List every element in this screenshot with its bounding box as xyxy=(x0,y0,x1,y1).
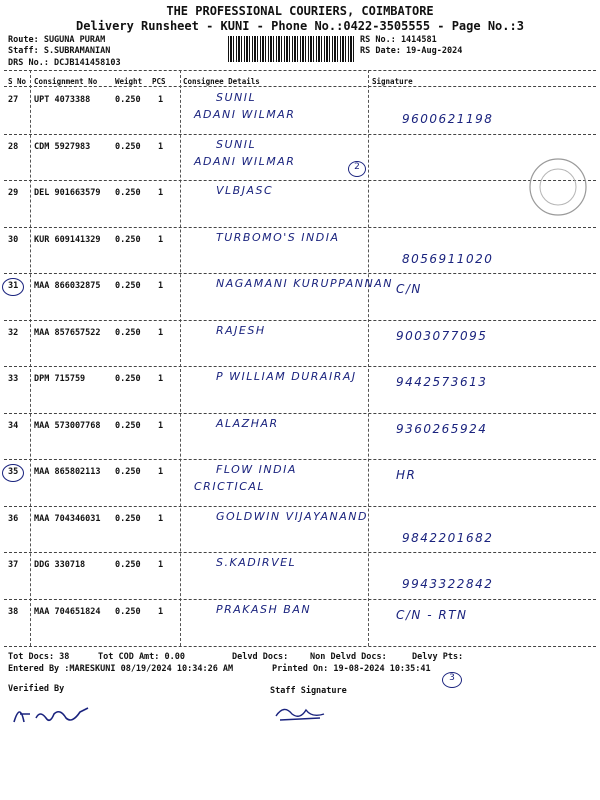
row-sno: 35 xyxy=(8,467,19,477)
drs-number: DRS No.: DCJB141458103 xyxy=(8,58,121,68)
table-row xyxy=(4,88,596,134)
weight-value: 0.250 xyxy=(115,513,141,524)
pcs-value: 1 xyxy=(158,141,164,152)
company-stamp xyxy=(527,156,589,218)
weight-value: 0.250 xyxy=(115,188,141,198)
weight-value: 0.250 xyxy=(115,95,141,105)
signature-phone: 9842201682 xyxy=(402,530,494,545)
consignee-name: P WILLIAM DURAIRAJ xyxy=(216,370,357,383)
route-label: Route: SUGUNA PURAM xyxy=(8,35,106,45)
rs-date: RS Date: 19-Aug-2024 xyxy=(360,46,463,56)
staff-signature xyxy=(272,702,328,724)
entered-by: Entered By :MARESKUNI 08/19/2024 10:34:26 AM xyxy=(8,664,234,674)
signature-text: HR xyxy=(396,468,417,482)
consignment-number: MAA 704651824 xyxy=(34,606,101,617)
col-sno: S No xyxy=(8,77,27,86)
consignee-name: VLBJASC xyxy=(216,184,274,197)
consignee-name: NAGAMANI KURUPPANNAN xyxy=(216,277,394,290)
consignee-company: ADANI WILMAR xyxy=(194,108,296,121)
pcs-value: 1 xyxy=(158,467,164,477)
consignee-name: SUNIL xyxy=(216,91,257,104)
row-sno: 30 xyxy=(8,234,19,245)
weight-value: 0.250 xyxy=(115,606,141,617)
pcs-value: 1 xyxy=(158,374,164,384)
consignment-number: MAA 573007768 xyxy=(34,420,101,431)
table-row xyxy=(4,181,596,227)
col-signature: Signature xyxy=(372,77,413,86)
col-pcs: PCS xyxy=(152,77,166,86)
consignment-number: CDM 5927983 xyxy=(34,141,91,152)
consignee-company: CRICTICAL xyxy=(194,480,266,493)
col-weight: Weight xyxy=(115,77,143,86)
col-consignee: Consignee Details xyxy=(183,77,260,86)
row-sno: 37 xyxy=(8,560,19,570)
delivered-docs: Delvd Docs: xyxy=(232,652,289,662)
pcs-value: 1 xyxy=(158,327,164,338)
row-sno: 27 xyxy=(8,95,19,105)
consignment-number: DDG 330718 xyxy=(34,560,86,570)
pcs-value: 1 xyxy=(158,606,164,617)
row-sno: 38 xyxy=(8,606,19,617)
total-docs: Tot Docs: 38 xyxy=(8,652,70,662)
consignment-number: DPM 715759 xyxy=(34,374,86,384)
table-row xyxy=(4,553,596,599)
company-title: THE PROFESSIONAL COURIERS, COIMBATORE xyxy=(166,4,434,18)
consignment-number: MAA 865802113 xyxy=(34,467,101,477)
signature-text: 9003077095 xyxy=(396,328,488,343)
table-row xyxy=(4,460,596,506)
consignee-name: GOLDWIN VIJAYANAND xyxy=(216,509,369,523)
pcs-value: 1 xyxy=(158,513,164,524)
signature-text: 9442573613 xyxy=(396,375,488,389)
row-number-circle xyxy=(2,278,24,296)
row28-circle-mark: 2 xyxy=(348,161,366,177)
table-row xyxy=(4,414,596,460)
consignee-name: S.KADIRVEL xyxy=(216,556,297,569)
weight-value: 0.250 xyxy=(115,234,141,245)
consignee-name: TURBOMO'S INDIA xyxy=(216,230,340,244)
consignment-number: MAA 704346031 xyxy=(34,513,101,524)
rs-number: RS No.: 1414581 xyxy=(360,35,437,45)
divider xyxy=(4,646,596,647)
consignee-company: ADANI WILMAR xyxy=(194,154,296,168)
divider xyxy=(4,70,596,71)
total-cod: Tot COD Amt: 0.00 xyxy=(98,652,185,662)
pcs-value: 1 xyxy=(158,234,164,245)
table-row xyxy=(4,507,596,553)
runsheet-subtitle: Delivery Runsheet - KUNI - Phone No.:0422-3505555 - Page No.:3 xyxy=(76,19,524,33)
consignee-name: ALAZHAR xyxy=(216,416,279,430)
row-sno: 28 xyxy=(8,141,19,152)
divider xyxy=(4,86,596,87)
signature-text: 9360265924 xyxy=(396,421,488,436)
non-delivered-docs: Non Delvd Docs: xyxy=(310,652,387,662)
row-sno: 34 xyxy=(8,420,19,431)
consignment-number: MAA 857657522 xyxy=(34,327,101,338)
consignee-name: PRAKASH BAN xyxy=(216,602,312,616)
consignment-number: DEL 901663579 xyxy=(34,188,101,198)
weight-value: 0.250 xyxy=(115,327,141,338)
verifier-signature xyxy=(10,696,92,730)
signature-text: C/N xyxy=(396,282,422,296)
table-row xyxy=(4,228,596,274)
weight-value: 0.250 xyxy=(115,467,141,477)
table-row xyxy=(4,367,596,413)
weight-value: 0.250 xyxy=(115,374,141,384)
row-number-circle xyxy=(2,464,24,482)
row-sno: 36 xyxy=(8,513,19,524)
table-row xyxy=(4,321,596,367)
pcs-value: 1 xyxy=(158,281,164,291)
staff-label: Staff: S.SUBRAMANIAN xyxy=(8,46,111,56)
pcs-value: 1 xyxy=(158,188,164,198)
signature-text: C/N - RTN xyxy=(396,607,468,622)
pcs-value: 1 xyxy=(158,420,164,431)
row-sno: 33 xyxy=(8,374,19,384)
signature-phone: 9600621198 xyxy=(402,112,494,126)
col-consignment: Consignment No xyxy=(34,77,98,86)
page-circle: 3 xyxy=(442,672,462,688)
consignee-name: RAJESH xyxy=(216,323,266,337)
weight-value: 0.250 xyxy=(115,420,141,431)
pcs-value: 1 xyxy=(158,560,164,570)
verified-by-label: Verified By xyxy=(8,684,65,694)
consignee-name: FLOW INDIA xyxy=(216,463,297,476)
printed-on: Printed On: 19-08-2024 10:35:41 xyxy=(272,664,431,674)
row-sno: 31 xyxy=(8,281,19,291)
consignment-number: UPT 4073388 xyxy=(34,95,91,105)
signature-phone: 9943322842 xyxy=(402,577,494,591)
consignee-name: SUNIL xyxy=(216,137,257,151)
delivery-points: Delvy Pts: xyxy=(412,652,464,662)
barcode-image xyxy=(228,36,354,62)
staff-signature-label: Staff Signature xyxy=(270,686,347,696)
table-row xyxy=(4,274,596,320)
consignment-number: MAA 866032875 xyxy=(34,281,101,291)
table-row xyxy=(4,135,596,181)
row-sno: 29 xyxy=(8,188,19,198)
weight-value: 0.250 xyxy=(115,281,141,291)
table-row xyxy=(4,600,596,646)
consignment-number: KUR 609141329 xyxy=(34,234,101,245)
signature-phone: 8056911020 xyxy=(402,251,494,266)
row-sno: 32 xyxy=(8,327,19,338)
weight-value: 0.250 xyxy=(115,141,141,152)
pcs-value: 1 xyxy=(158,95,164,105)
weight-value: 0.250 xyxy=(115,560,141,570)
